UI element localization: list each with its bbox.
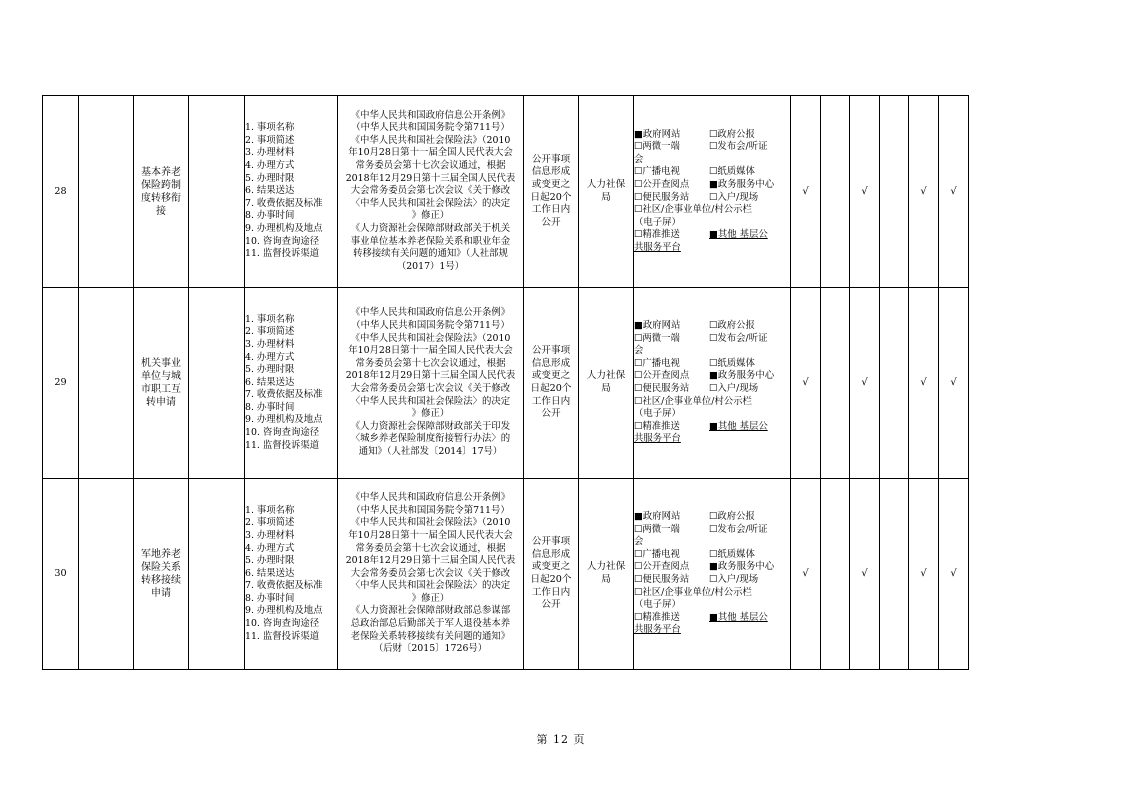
channel-option: ☐社区/企事业单位/村公示栏 <box>634 204 752 216</box>
channel-line <box>634 612 790 625</box>
channel-option: ☐政府公报 <box>709 128 755 140</box>
category-cell <box>79 288 134 479</box>
check-cell <box>909 96 939 288</box>
channel-option: ☐便民服务站 <box>634 574 690 585</box>
time-limit-line: 公开 <box>541 599 561 611</box>
legal-basis-line: 常务委员会第十七次会议通过，根据 <box>355 542 506 554</box>
check-cell <box>850 96 880 288</box>
legal-basis-line: 常务委员会第十七次会议通过，根据 <box>355 357 506 369</box>
legal-basis-line: 大会常务委员会第七次会议《关于修改 <box>350 383 511 394</box>
row-number: 28 <box>54 185 67 197</box>
legal-basis-line: （后财〔2015〕1726号） <box>373 643 488 655</box>
content-item: 8. 办事时间 <box>245 592 295 604</box>
channel-option: ☐广播电视 <box>634 548 680 560</box>
legal-basis-line: 》修正） <box>411 592 450 604</box>
legal-basis-line: 老保险关系转移接续有关问题的通知》 <box>350 630 511 642</box>
legal-basis-line: 总政治部总后勤部关于军人退役基本养 <box>350 618 511 630</box>
content-item: 5. 办理时限 <box>245 364 295 376</box>
channel-option: ☐广播电视 <box>634 357 680 369</box>
time-limit-line: 信息形成 <box>531 357 571 369</box>
check-cell <box>850 479 880 670</box>
table-row <box>43 288 969 479</box>
item-name-line: 单位与城 <box>141 371 181 382</box>
channel-option: ☐精准推送 <box>634 611 680 623</box>
item-name-cell <box>134 96 189 288</box>
legal-basis-line: 大会常务委员会第七次会议《关于修改 <box>350 567 511 579</box>
channels-cell <box>634 96 791 288</box>
department-line: 局 <box>601 383 611 394</box>
channel-line <box>634 536 790 549</box>
check-mark: √ <box>802 568 809 580</box>
channel-option: ■政务服务中心 <box>709 178 775 190</box>
channel-option: ☐政府公报 <box>709 320 755 332</box>
channel-option: ☐精准推送 <box>634 420 680 432</box>
check-mark: √ <box>950 568 957 580</box>
check-cell <box>850 288 880 479</box>
department-line: 局 <box>601 574 611 585</box>
content-item: 3. 办理材料 <box>245 338 295 350</box>
channel-option: ☐纸质媒体 <box>709 548 755 560</box>
legal-basis-line: 〈中华人民共和国社会保险法〉的决定 <box>350 197 511 209</box>
channel-option: ■其他 基层公 <box>709 420 768 432</box>
row-number-cell <box>43 96 79 288</box>
department-line: 人力社保 <box>586 561 626 573</box>
legal-basis-line: 年10月28日第十一届全国人民代表大会 <box>348 345 513 357</box>
legal-basis-line: 《中华人民共和国社会保险法》（2010 <box>350 332 511 344</box>
content-item: 11. 监督投诉渠道 <box>245 248 320 260</box>
check-mark: √ <box>920 377 927 389</box>
channel-option: ☐入户/现场 <box>709 383 759 394</box>
channel-option: ☐入户/现场 <box>709 191 759 203</box>
legal-basis-line: （2017）1号） <box>396 260 465 272</box>
item-name-line: 市职工互 <box>141 384 181 395</box>
time-limit-line: 公开事项 <box>531 536 571 548</box>
channel-line <box>634 179 790 192</box>
channel-line <box>634 421 790 434</box>
channel-line <box>634 204 790 217</box>
check-mark: √ <box>920 568 927 580</box>
time-limit-line: 公开事项 <box>531 345 571 357</box>
content-item: 1. 事项名称 <box>245 504 295 516</box>
legal-basis-cell <box>338 479 524 670</box>
time-limit-line: 工作日内 <box>531 586 571 598</box>
item-name-line: 保险关系 <box>141 562 181 573</box>
channel-option: ☐两微一端 <box>634 332 680 344</box>
content-item: 7. 收费依据及标准 <box>245 580 323 592</box>
item-name-line: 基本养老 <box>141 166 181 178</box>
content-item: 5. 办理时限 <box>245 555 295 567</box>
legal-basis-line: 《人力资源社会保障部财政部总参谋部 <box>350 605 511 617</box>
channel-line <box>634 358 790 371</box>
channel-option: ■政府网站 <box>634 320 681 332</box>
sub-item-cell <box>189 96 245 288</box>
channel-line <box>634 599 790 612</box>
check-cell <box>880 479 909 670</box>
legal-basis-line: 常务委员会第十七次会议通过，根据 <box>355 160 506 172</box>
content-item: 6. 结果送达 <box>245 567 295 579</box>
item-name-line: 转移接续 <box>141 575 181 586</box>
item-name-line: 军地养老 <box>141 549 181 560</box>
content-item: 5. 办理时限 <box>245 172 295 184</box>
sub-item-cell <box>189 479 245 670</box>
channel-option: ☐纸质媒体 <box>709 357 755 369</box>
content-item: 9. 办理机构及地点 <box>245 605 323 617</box>
channel-line <box>634 166 790 179</box>
content-items-cell <box>245 288 338 479</box>
legal-basis-line: 年10月28日第十一届全国人民代表大会 <box>348 529 513 541</box>
time-limit-line: 或变更之 <box>531 370 571 382</box>
item-name-line: 申请 <box>151 588 171 599</box>
legal-basis-line: 《中华人民共和国政府信息公开条例》 <box>350 492 511 504</box>
channel-option: ■其他 基层公 <box>709 611 768 623</box>
legal-basis-line: 年10月28日第十一届全国人民代表大会 <box>348 147 513 159</box>
content-items-cell <box>245 479 338 670</box>
channel-line <box>634 229 790 242</box>
legal-basis-line: 《中华人民共和国政府信息公开条例》 <box>350 307 511 319</box>
channel-option: ☐两微一端 <box>634 523 680 535</box>
table-row <box>43 479 969 670</box>
channel-option: ■政务服务中心 <box>709 561 775 573</box>
channel-option: ☐公开查阅点 <box>634 370 690 382</box>
check-cell <box>939 288 969 479</box>
channel-line <box>634 129 790 142</box>
channel-line <box>634 511 790 524</box>
check-mark: √ <box>950 377 957 389</box>
content-item: 4. 办理方式 <box>245 351 295 363</box>
legal-basis-line: 2018年12月29日第十三届全国人民代表 <box>345 555 516 567</box>
content-item: 7. 收费依据及标准 <box>245 197 323 209</box>
check-mark: √ <box>861 377 868 389</box>
channel-option: ☐社区/企事业单位/村公示栏 <box>634 395 752 407</box>
check-cell <box>939 96 969 288</box>
legal-basis-line: 《人力资源社会保障部财政部关于机关 <box>350 222 511 234</box>
legal-basis-cell <box>338 96 524 288</box>
channel-option: 会 <box>634 345 644 357</box>
item-name-line: 接 <box>156 205 166 217</box>
check-cell <box>909 288 939 479</box>
legal-basis-line: 《中华人民共和国政府信息公开条例》 <box>350 109 511 121</box>
content-item: 7. 收费依据及标准 <box>245 389 323 401</box>
check-mark: √ <box>950 185 957 197</box>
channel-line <box>634 370 790 383</box>
channel-option: ☐广播电视 <box>634 166 680 178</box>
content-items-cell <box>245 96 338 288</box>
department-cell <box>579 479 634 670</box>
check-cell <box>821 479 850 670</box>
channel-option: 会 <box>634 536 644 548</box>
channel-option: 共服务平台 <box>634 241 681 253</box>
channel-line <box>634 574 790 587</box>
channel-option: 共服务平台 <box>634 433 681 445</box>
row-number: 29 <box>54 377 67 389</box>
row-number-cell <box>43 288 79 479</box>
disclosure-table <box>42 95 969 670</box>
channel-option: ■政务服务中心 <box>709 370 775 382</box>
channel-line <box>634 561 790 574</box>
time-limit-line: 日起20个 <box>530 574 572 585</box>
category-cell <box>79 479 134 670</box>
time-limit-line: 或变更之 <box>531 561 571 573</box>
time-limit-cell <box>524 479 579 670</box>
check-cell <box>791 479 821 670</box>
content-item: 2. 事项简述 <box>245 134 295 146</box>
channel-line <box>634 141 790 154</box>
check-mark: √ <box>802 185 809 197</box>
content-item: 1. 事项名称 <box>245 313 295 325</box>
content-item: 3. 办理材料 <box>245 147 295 159</box>
department-line: 人力社保 <box>586 370 626 382</box>
department-line: 人力社保 <box>586 178 626 190</box>
check-cell <box>880 96 909 288</box>
channel-option: ☐公开查阅点 <box>634 178 690 190</box>
time-limit-line: 公开 <box>541 408 561 420</box>
time-limit-line: 日起20个 <box>530 383 572 394</box>
check-mark: √ <box>920 185 927 197</box>
channel-option: ☐纸质媒体 <box>709 166 755 178</box>
channel-option: ☐公开查阅点 <box>634 561 690 573</box>
channel-option: （电子屏） <box>634 408 681 420</box>
time-limit-line: 工作日内 <box>531 395 571 407</box>
legal-basis-line: 〈中华人民共和国社会保险法〉的决定 <box>350 395 511 407</box>
table-body <box>43 96 969 670</box>
time-limit-line: 公开事项 <box>531 153 571 165</box>
check-cell <box>909 479 939 670</box>
channel-line <box>634 192 790 205</box>
legal-basis-line: （中华人民共和国国务院令第711号） <box>351 504 510 516</box>
channel-option: ☐便民服务站 <box>634 191 690 203</box>
channel-option: ☐政府公报 <box>709 511 755 523</box>
channel-line <box>634 333 790 346</box>
check-mark: √ <box>802 377 809 389</box>
channel-option: ■政府网站 <box>634 128 681 140</box>
channel-line <box>634 217 790 230</box>
legal-basis-line: 〈城乡养老保险制度衔接暂行办法〉的 <box>350 433 511 445</box>
channel-option: ■其他 基层公 <box>709 229 768 241</box>
department-line: 局 <box>601 191 611 203</box>
legal-basis-line: 《人力资源社会保障部财政部关于印发 <box>350 420 511 432</box>
check-cell <box>821 288 850 479</box>
channel-line <box>634 587 790 600</box>
check-mark: √ <box>861 568 868 580</box>
content-item: 10. 咨询查询途径 <box>245 618 320 630</box>
channel-option: ☐发布会/听证 <box>709 523 768 535</box>
content-item: 4. 办理方式 <box>245 542 295 554</box>
item-name-line: 机关事业 <box>141 358 181 369</box>
channel-option: ☐便民服务站 <box>634 383 690 394</box>
time-limit-line: 工作日内 <box>531 204 571 216</box>
content-item: 11. 监督投诉渠道 <box>245 630 320 642</box>
channel-line <box>634 433 790 446</box>
department-cell <box>579 288 634 479</box>
legal-basis-line: 2018年12月29日第十三届全国人民代表 <box>345 370 516 382</box>
channels-cell <box>634 479 791 670</box>
check-mark: √ <box>861 185 868 197</box>
channel-option: 共服务平台 <box>634 624 681 636</box>
channel-line <box>634 154 790 167</box>
legal-basis-cell <box>338 288 524 479</box>
channel-option: ☐精准推送 <box>634 229 680 241</box>
content-item: 6. 结果送达 <box>245 376 295 388</box>
item-name-line: 度转移衔 <box>141 192 181 204</box>
legal-basis-line: 《中华人民共和国社会保险法》（2010 <box>350 517 511 529</box>
check-cell <box>939 479 969 670</box>
channel-option: ☐发布会/听证 <box>709 141 768 153</box>
channel-option: ☐社区/企事业单位/村公示栏 <box>634 586 752 598</box>
check-cell <box>791 288 821 479</box>
channel-option: ☐两微一端 <box>634 141 680 153</box>
page-number: 第 12 页 <box>536 733 586 746</box>
legal-basis-line: 2018年12月29日第十三届全国人民代表 <box>345 172 516 184</box>
table-row <box>43 96 969 288</box>
item-name-line: 转申请 <box>146 397 176 408</box>
check-cell <box>821 96 850 288</box>
channels-cell <box>634 288 791 479</box>
content-item: 8. 办事时间 <box>245 401 295 413</box>
content-item: 4. 办理方式 <box>245 160 295 172</box>
time-limit-line: 或变更之 <box>531 178 571 190</box>
check-cell <box>791 96 821 288</box>
channel-option: 会 <box>634 153 644 165</box>
content-item: 10. 咨询查询途径 <box>245 235 320 247</box>
content-item: 9. 办理机构及地点 <box>245 222 323 234</box>
channel-line <box>634 383 790 396</box>
content-item: 8. 办事时间 <box>245 210 295 222</box>
channel-option: ☐发布会/听证 <box>709 332 768 344</box>
legal-basis-line: 《中华人民共和国社会保险法》（2010 <box>350 134 511 146</box>
legal-basis-line: （中华人民共和国国务院令第711号） <box>351 122 510 134</box>
time-limit-line: 信息形成 <box>531 548 571 560</box>
channel-option: ☐入户/现场 <box>709 574 759 585</box>
content-item: 2. 事项简述 <box>245 326 295 338</box>
time-limit-line: 公开 <box>541 216 561 228</box>
legal-basis-line: 通知》（人社部发〔2014〕17号） <box>358 445 503 457</box>
content-item: 11. 监督投诉渠道 <box>245 439 320 451</box>
channel-line <box>634 549 790 562</box>
channel-line <box>634 345 790 358</box>
time-limit-cell <box>524 288 579 479</box>
sub-item-cell <box>189 288 245 479</box>
channel-line <box>634 624 790 637</box>
channel-line <box>634 320 790 333</box>
item-name-cell <box>134 288 189 479</box>
row-number-cell <box>43 479 79 670</box>
category-cell <box>79 96 134 288</box>
department-cell <box>579 96 634 288</box>
channel-option: （电子屏） <box>634 216 681 228</box>
legal-basis-line: 大会常务委员会第七次会议《关于修改 <box>350 185 511 197</box>
time-limit-line: 信息形成 <box>531 166 571 178</box>
channel-line <box>634 242 790 255</box>
channel-option: （电子屏） <box>634 599 681 611</box>
legal-basis-line: （中华人民共和国国务院令第711号） <box>351 320 510 332</box>
channel-line <box>634 396 790 409</box>
channel-option: ■政府网站 <box>634 511 681 523</box>
check-cell <box>880 288 909 479</box>
time-limit-cell <box>524 96 579 288</box>
channel-line <box>634 408 790 421</box>
content-item: 2. 事项简述 <box>245 517 295 529</box>
time-limit-line: 日起20个 <box>530 191 572 203</box>
legal-basis-line: 转移接续有关问题的通知》（人社部规 <box>353 248 508 260</box>
legal-basis-line: 事业单位基本养老保险关系和职业年金 <box>350 235 511 247</box>
content-item: 6. 结果送达 <box>245 185 295 197</box>
legal-basis-line: 》修正） <box>411 408 450 420</box>
content-item: 10. 咨询查询途径 <box>245 427 320 439</box>
content-item: 9. 办理机构及地点 <box>245 414 323 426</box>
item-name-cell <box>134 479 189 670</box>
content-item: 3. 办理材料 <box>245 529 295 541</box>
row-number: 30 <box>54 568 67 580</box>
channel-line <box>634 524 790 537</box>
item-name-line: 保险跨制 <box>141 179 181 191</box>
legal-basis-line: 》修正） <box>411 210 450 222</box>
content-item: 1. 事项名称 <box>245 122 295 134</box>
legal-basis-line: 〈中华人民共和国社会保险法〉的决定 <box>350 580 511 592</box>
